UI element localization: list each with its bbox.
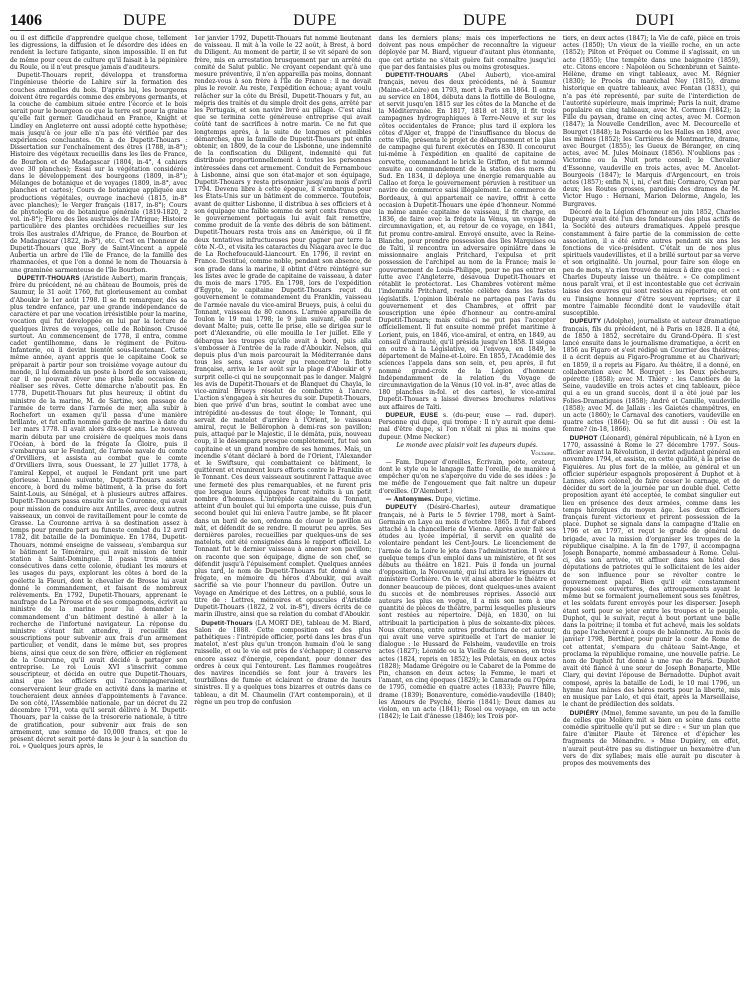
entry-headword: DUPEUTY bbox=[385, 504, 417, 512]
entry-body: (Aristide Aubert), marin français, frère du précédent, né au château de Boumois, près de Saumur, le 31 août 1760, fut glorieusement au combat d'Aboukir le 1er août 1798. Il se fit remarquer, dès sa plus tendre enfance, par une grande indépendance de caractère et par une vocation irrésistible pour la marine, vocation qui fut développée en lui par la lecture de quelques livres de voyages, celle de Robinson Crusoé surtout. Au commencement de 1778, il entra, comme cadet gentilhomme, dans le régiment de Poitou-Infanterie, où il devint bientôt sous-lieutenant. Cette même année, ayant appris que le capitaine Cook se préparait à partir pour son troisième voyage autour du monde, il lui demanda un poste à bord de son vaisseau, car il ne pouvait rêver une plus belle occasion de réaliser ses rêves. Cette démarche n'aboutit pas. En 1778, Dupetit-Thouars fut plus heureux; il obtint du ministre de la marine, M. de Sartine, son passage de l'armée de terre dans l'armée de mer, alla subir à Rochefort un examen qu'il passa d'une manière brillante, et fut enfin nommé garde de marine à date du 1er mars 1778. Il avait alors dix-sept ans. Le nouveau marin débuta par une croisière de quelques mois dans l'Océan, à bord de la frégate la Gloire, puis il s'embarqua sur le Fendant, de l'armée navale du comte d'Orvilliers, et assista au combat que le comte d'Orvilliers livra, sous Ouessant, le 27 juillet 1778, à l'amiral Keppel, et auquel le Fendant prit une part glorieuse. L'année suivante, Dupetit-Thouars assista encore, à bord du même bâtiment, à la prise du fort Saint-Louis, au Sénégal, et à plusieurs autres affaires. Dupetit-Thouars passa ensuite sur la Couronne, qui avait pour mission de conduire aux Antilles, avec deux autres vaisseaux, un convoi de ravitaillement pour le comte de Grasse. La Couronne arriva à sa destination assez à temps pour prendre part au funeste combat du 12 avril 1782, dit bataille de la Dominique. En 1784, Dupetit-Thouars, nommé enseigne de vaisseau, s'embarqua sur le bâtiment le Téméraire, qui avait mission de tenir station à Saint-Domingue. Il passa trois années consécutives dans cette colonie, étudiant les mœurs et les usages du pays, explorant les côtes à bord de la goélette la Fleuri, dont le chevalier de Brosse lui avait donné le commandement, et faisant de nombreux relèvements. En 1792, Dupetit-Thouars, apprenant le naufrage de La Pérouse et de ses compagnons, écrivit au ministre de la marine pour lui demander le commandement d'un bâtiment destiné à aller à la recherche de l'infortuné navigateur. La réponse du ministre s'étant fait attendre, il recueillit des souscriptions pour subvenir aux frais d'un armement particulier, et vendit, dans le même but, ses propres biens, ainsi que ceux de son frère, officier en réglement de la Couronne, qu'il avait décidé à partager son entreprise. Le roi Louis XVI s'inscrivit comme souscripteur, et décida en outre que Dupetit-Thouars, ainsi que les officiers qui l'accompagneraient, conserveraient leur grade en activité dans la marine et toucheraient deux années d'appointements à l'avance. De son côté, l'Assemblée nationale, par un décret du 22 décembre 1791, vota qu'il serait délivré à M. Dupetit-Thouars, par la caisse de la trésorerie nationale, à titre de gratification, pour subvenir aux frais de son armement, une somme de 10,000 francs, et que le présent décret serait porté dans le jour à la sanction du roi. » Quelques jours après, le bbox=[10, 275, 188, 751]
page-number: 1406 bbox=[10, 12, 42, 29]
dictionary-entry bbox=[563, 710, 740, 768]
dictionary-entry bbox=[563, 318, 740, 433]
entry-headword: DUPETIT-THOUARS bbox=[385, 72, 449, 80]
dictionary-entry bbox=[379, 504, 556, 720]
text-paragraph: ou il est difficile d'apprendre quelque chose, tellement les digressions, la diffusion et le désordre des idées en rendent la lecture fatigante, sinon impossible. Il en fut de même pour ceux de culture qu'il faisait à la pépinière du Roule, ou il n'eut presque jamais d'auditeurs. bbox=[10, 35, 188, 71]
quotation: Le monde avec plaisir voit les dupeurs dupés. bbox=[396, 441, 538, 449]
entry-headword: DUPIÉRY bbox=[569, 709, 599, 717]
entry-headword: DUPEUTY bbox=[569, 318, 602, 326]
text-paragraph: tiers, en deux actes (1847); la Vie de café, pièce en trois actes (1850); Un vieux de la vieille roche, en un acte (1852); Pilton et Fréquet ou Comme il s'agissait, en un acte (1855); Une tempête dans une baignoire (1859), etc. Citons encore : Napoléon ou Schœnbrunn et Sainte-Hélène, drame en vingt tableaux, avec M. Régnier (1830); le Procès du maréchal Ney (1815), drame historique en quatre tableaux, avec Fontan (1831), qui n'a pas été représenté, par suite de l'interdiction de l'autorité supérieure, mais imprimé; Paris la nuit, drame populaire en cinq tableaux, avec M. Cormon (1842); la Fille du paysan, drame en cinq actes, avec M. Cormon (1847); la Nouvelle Cendrillon, avec M. Decourcelle et Bourget (1848); la Poissarde ou les Halles en 1804, avec les mêmes (1852); les Carrières de Montmartre, drame, avec Bourget (1855); les Gueux de Béranger, en cinq actes, avec M. Jules Moinaux (1856). N'oublions pas : Victorine ou la Nuit porte conseil; le Chevalier d'Essonne, vaudeville en trois actes, avec M. Ancelot-Bourgeois (1847); le Marquis d'Argencourt, en trois actes (1857); enfin N, i, ni, c'est fini; Cormaro, Cyran par deux; les Routes grosses, parodies des drames de M. Victor Hugo : Hernani, Marion Delorme, Angelo, les Burgraves. bbox=[562, 35, 740, 208]
entry-body: (Adolphe), journaliste et auteur dramatique français, fils du précédent, né à Paris en 1828. Il a été, de 1850 à 1852, secrétaire du Grand-Opéra. Il s'est lancé ensuite dans le journalisme dramatique, a écrit en 1856 au Figaro et s'est rédigé un Courrier des théâtres; il a écrit depuis au Figaro-Programme et au Charivari; en 1859, il a repris au Figaro. Au théâtre, il a donné, en collaboration avec M. Bourget : les Deux pêcheurs, opérette (1858); avec M. Thiéry : les Canotiers de la Seine, vaudeville en trois actes et cinq tableaux, pièce qui a eu un grand succès, dont il a été joué par les Folies-Dramatiques (1858); André et Camille, vaudeville (1858); avec M. de Jallais : les Gaietés champêtres, en un acte (1860); le Carnaval des canotiers, vaudeville en quatre actes (1864); Où se fut dit aussi : Où est la femme? (in-18, 1866). bbox=[562, 318, 740, 434]
text-column bbox=[563, 35, 740, 1001]
text-column bbox=[10, 35, 187, 1001]
entry-body: (Désiré-Charles), auteur dramatique français, né à Paris le 5 février 1798, mort à Saint-Germain en Laye au mois d'octobre 1865. Il fut d'abord attaché à la chancellerie de Vienne. Après avoir fait ses études au lycée impérial, il servit en qualité de volontaire pendant les Cent-Jours. Le licenciement de l'armée de la Loire le jeta dans l'administration. Il vécut quelque temps d'un emploi dans un ministère, et fit ses débuts au théâtre en 1821. Puis il fonda un journal d'opposition, la Nouveauté, qui lui attira les rigueurs du ministère Corbière. On le vit ainsi aborder le théâtre et donner beaucoup de pièces, dont quelques-unes avaient du succès et de nombreuses reprises. Associé aux auteurs les plus en vogue, il a mis son nom à une quantité de pièces de théâtre, parmi lesquelles plusieurs sont restées au répertoire. Déjà, en 1830, on lui attribuait la participation à plus de soixante-dix pièces. Nous citerons, entre autres productions de cet auteur, qui avait une verve spirituelle et l'art de manier le dialogue : le Hussard de Felsheim, vaudeville en trois actes (1827); Léonide ou la Vieille de Suresnes, en trois actes (1824, repris en 1852); les Poletais, en deux actes (1828); Madame Grégoire ou le Cabaret de la Pomme de Pin, chanson en deux actes; la Femme, le mari et l'amant, en cinq époques (1829); le Camarade ou l'Opéra de 1795, comédie en quatre actes (1833); Pauvre fille, drame (1839); Bonaventure, comédie-vaudeville (1840); les Amours de Psyché, féerie (1841); Deux dames au violon, en un acte (1841); Rosel ou voyage, en un acte (1842); le Lait d'ânesse (1846); les Trois por- bbox=[378, 504, 556, 721]
entry-body: s. (du-peur, euse — rad. duper). Personne qui dupe, qui trompe : Il n'y aurait que demi-mal d'être dupe, si l'on n'était ni plus ni moins que dupeur. (Mme Necker.) bbox=[378, 411, 556, 441]
text-column bbox=[379, 35, 556, 1001]
running-head bbox=[10, 6, 740, 31]
entry-body: (Abel Aubert), vice-amiral français, neveu des deux précédents, né à Saumur (Maine-et-Loire) en 1793, mort à Paris en 1864. Il entra au service en 1804, débuta dans la flottille de Boulogne, et servit jusqu'en 1815 sur les côtes de la Manche et de la Méditerranée. En 1817, 1818 et 1819, il fit trois campagnes hydrographiques à Terre-Neuve et sur les côtes occidentales de France; plus tard il explora les côtes d'Alger et, frappé de l'insuffisance du blocus de cette ville, présenta le projet de débarquement et le plan de campagne qui furent exécutés en 1830. Il concourut lui-même à l'expédition en qualité de capitaine de corvette, commandant le brick le Griffon, et fut nommé ensuite au commandement de la station des mers du Sud. En 1834, il déploya une énergie remarquable au Callao et força le gouvernement péruvien à restituer un navire de commerce saisi illégalement. Le commerce de Bordeaux, à qui appartenait ce navire, offrit à cette occasion à Dupetit-Thouars une épée d'honneur. Nommé la même année capitaine de vaisseau, il fit charge, en 1836, de faire avec la frégate la Vénus, un voyage de circumnavigation, et, au retour de ce voyage, en 1841, fut promu contre-amiral. Envoyé ensuite, avec la Reine-Blanche, pour prendre possession des îles Marquises ou de Taïti, il rencontra un adversaire opiniâtre dans le missionnaire anglais Pritchard, l'expulsa et prit possession de l'archipel au nom de la France; mais le gouvernement de Louis-Philippe, pour ne pas entrer en lutte avec l'Angleterre, désavoua Dupetit-Thouars et rétablit le protectorat. Les Chambres votèrent même l'indemnité Pritchard, restée célèbre dans les fastes législatifs. L'opinion libérale ne partagea pas l'avis du gouvernement et des Chambres, et offrit par souscription une épée d'honneur au contre-amiral Dupetit-Thouars; mais celui-ci ne put pas l'accepter officiellement. Il fut ensuite nommé préfet maritime à Lorient, puis, en 1846, vice-amiral, et entra, en 1849, au conseil d'amirauté, qu'il présida jusqu'en 1858. Il siégea en outre à la Législative, où l'envoya, en 1849, le département de Maine-et-Loire. En 1855, l'Académie des sciences l'appela dans son sein, et, peu après, il fut nommé grand-croix de la Légion d'honneur. Indépendamment de la relation du Voyage de circumnavigation de la Vénus (10 vol. in-8°, avec atlas de 180 planches in-fol. et des cartes), le vice-amiral Dupetit-Thouars a laissé diverses brochures relatives aux affaires de Taïti. bbox=[378, 72, 556, 411]
entry-body: (LA MORT DE), tableau de M. Biard, Salon de 1888. Cette composition est des plus pathétiques : l'intrépide officier, porté dans les bras d'un matelot, n'est plus qu'un tronçon humain d'où le sang ruisselle, et ou le vie est près de s'échapper; il conserve encore assez d'énergie, cependant, pour donner des ordres à ceux qui l'entourent. Les flammes rougeâtres des navires incendiés se font jour à travers les tourbillons de fumée et éclairent ce drame de lueurs sinistres. Il y a quelques tons bizarres et outrés dans ce tableau, a dit M. Chaumelin (l'Art contemporain), et il règne un peu trop de confusion bbox=[194, 619, 372, 706]
entry-body: (Léonard), général républicain, né à Lyon en 1770, assassiné à Rome le 27 décembre 1797. Sous-officier avant la Révolution, il devint adjudant général en novembre 1794, et assista, en cette qualité, à la prise de Figuières. Au plus fort de la mêlée, au général et un officier supérieur espagnols proposèrent à Duphot et à Lannes, alors colonel, de faire cesser le carnage, et de décider du sort de la journée par un double duel. Cette proposition ayant été acceptée, le combat singulier eut lieu en présence des deux armées, comme dans les temps héroïques du moyen âge. Les deux officiers français furent victorieux et prirent possession de la place. Duphot se signala dans la campagne d'Italie en 1796 et en 1797, et reçut le grade de général de brigade, avec la mission d'organiser les troupes de la république cisalpine. A la fin de 1797, il accompagna Joseph Bonaparte, nommé ambassadeur à Rome. Celui-ci, dès son arrivée, vit affluer dans son hôtel des députations de patriotes qui le sollicitaient de les aider de son influence pour se révolter contre le gouvernement papal. Bien qu'il eût constamment repoussé ces ouvertures, des attroupements ayant le même but se formaient journellement sous ses fenêtres, et les soldats furent envoyés pour les disperser. Joseph étant sorti pour se jeter entre les troupes et le peuple, Duphot, qui le suivait, reçut à bout portant une balle dans la poitrine; il tomba et fut achevé, mais les soldats du pape l'achevèrent à coups de baïonnette. Au mois de janvier 1798, Berthier, pour punir la cour de Rome de cet attentat, s'empara du château Saint-Ange, et proclama la république romaine, une nouvelle patrie. Le nom de Duphot fut donné à une rue de Paris. Duphot avait été fiancé à une sœur de Joseph Bonaparte, Mlle Clary, qui devint l'épouse de Bernadotte. Duphot avait composé, après la bataille de Lodi, le 10 mai 1796, un hymne Aux mânes des héros morts pour la liberté, mis en musique par Lalo, et qui était, après la Marseillaise, le chant de prédilection des soldats. bbox=[562, 434, 740, 709]
entry-headword: Dupetit-Thouars bbox=[201, 619, 253, 627]
text-paragraph: dans les derniers plans; mais ces imperfections ne doivent pas nous empêcher de reconnaître la vigueur déployée par M. Biard, vigueur d'autant plus étonnante, que cet artiste ne s'était guère fait connaître jusqu'ici que par des fantaisies plus ou moins grotesques. bbox=[378, 35, 556, 71]
dictionary-entry bbox=[379, 412, 556, 441]
text-column bbox=[194, 35, 371, 1001]
running-head-word: DUPE bbox=[293, 12, 337, 29]
antonyms-text: Dupe, victime. bbox=[435, 495, 481, 503]
dictionary-entry bbox=[563, 435, 740, 709]
entry-headword: DUPETIT-THOUARS bbox=[17, 275, 80, 283]
quotation-author: Voltaire. bbox=[530, 450, 556, 458]
text-paragraph: Dupetit-Thouars reprit, développa et transforma l'ingénieuse théorie de Lahire sur la formation des couches annuelles du bois. D'après lui, les bourgeons doivent être regardés comme des embryons germants, et la couche de cambium située entre l'écorce et le bois serait pour le bourgeon ce que la terre est pour la graine qu'elle fait germer. Gaudichaud en France, Knight et Lindley en Angleterre ont aussi adopté cette hypothèse; mais jusqu'à ce jour elle n'a pas été vérifiée par des expériences concluantes. On a de Dupetit-Thouars : Dissertation sur l'enchaînement des êtres (1788, in-8°); Histoire des végétaux recueillis dans les îles de France, de Bourbon et de Madagascar (1804, in-4°, 4 cahiers avec 30 planches); Essai sur la végétation considérée dans le développement des bourgeons (1809, in-8°); Mélanges de botanique et de voyages (1809, in-8°, avec planches et cartes); Cours de botanique appliquée aux productions végétales, ouvrage inachevé (1815, in-8° avec planches); le Verger français (1817, in-8°); Cours de phytologie ou de botanique générale (1819-1820, 2 vol. in-8°); Flore des îles australes de l'Afrique; Histoire particulière des plantes orchidées recueillies sur les trois îles australes d'Afrique, de France, de Bourbon et de Madagascar (1822, in-8°), etc. C'est en l'honneur de Dupetit-Thouars que Bory de Saint-Vincent a appelé Aubertia un arbre de l'île de France, de la famille des rhamnacées, et que l'on a donné le nom de Thouarsia à une graminée sarmenteuse de l'île Bourbon. bbox=[10, 72, 188, 274]
running-head-word: DUPE bbox=[463, 12, 507, 29]
antonyms-label: — Antonymes. bbox=[385, 495, 434, 503]
entry-headword: DUPEUR, EUSE bbox=[385, 411, 439, 419]
text-paragraph: 1er janvier 1792, Dupetit-Thouars fut nommé lieutenant de vaisseau. Il mit à la voile le 22 août, à Brest, à bord du Diligent. Au moment de partir, il se vit séparé de son frère, mis en arrestation brusquement par un arrêté du comité de Salut public. Ne croyant cependant qu'à une mesure préventive, il n'en appareilla pas moins, donnant rendez-vous à son frère à l'île de France : il ne devait plus le revoir. Au reste, l'expédition échoua; ayant voulu relâcher sur la côte du Brésil, Dupetit-Thouars y fut, au mépris des traités et du simple droit des gens, arrêté par les Portugais, et son navire livré au pillage. C'est ainsi que se termina cette généreuse entreprise qui avait coûté tant de sacrifices à notre marin. Ce ne fut que longtemps après, à la suite de longues et pénibles démarches, que la famille de Dupetit-Thouars put enfin obtenir, en 1809, de la cour de Lisbonne, une indemnité de la confiscation du Diligent, indemnité qui fut distribuée proportionnellement à toutes les personnes intéressées dans cet armement. Conduit de Fernambouc à Lisbonne, ainsi que son état-major et son équipage, Dupetit-Thouars y resta prisonnier jusqu'au mois d'avril 1794. Devenu libre à cette époque, il s'embarqua pour les États-Unis sur un bâtiment de commerce. Toutefois, avant de quitter Lisbonne, il distribua à ses officiers et à son équipage une faible somme de sept cents francs que le gouvernement portugais lui avait fait remettre, comme produit de la vente des débris de son bâtiment. Dupetit-Thouars resta trois ans en Amérique, où il fit deux tentatives infructueuses pour gagner par terre la côte N.-O., et visita les cataractes du Niagara avec le duc de La Rochefoucauld-Liancourt. En 1796, il revint en France. Destitué, comme noble, pendant son absence, de son grade dans la marine, il obtint d'être réintégré sur les listes avec le grade de capitaine de vaisseau, à dater du mois de mars 1795. En 1798, lors de l'expédition d'Égypte, le capitaine Dupetit-Thouars reçut du gouvernement le commandement du Franklin, vaisseau de l'armée navale du vice-amiral Brueys, puis, à celui du Tonnant, vaisseau de 80 canons. L'armée appareilla de Toulon le 19 mai 1798; le 9 juin suivant, elle parut devant Malte; puis, cette île prise, elle se dirigea sur le port d'Alexandrie, où elle mouilla le 1er juillet. Elle y débarqua les troupes qu'elle avait à bord, puis alla s'embosser à l'entrée de la rade d'Aboukir. Nelson, qui depuis plus d'un mois parcourait la Méditerranée dans tous les sens, sans avoir pu rencontrer la flotte française, arriva le 1er août sur la plage d'Aboukir et y surprit celle-ci qui ne soupçonnait pas le danger. Malgré les avis de Dupetit-Thouars et de Blanquet du Chayla, le vice-amiral Brueys résolut de combattre à l'ancre. L'action s'engagea à six heures du soir. Dupetit-Thouars, bien que privé d'un bras, soutint le combat avec une intrépidité au-dessus de tout éloge; le Tonnant, qui servait de matelot d'arrière à l'Orient, le vaisseau amiral, reçut le Bellérophon à demi-ras son pavillon; puis, attaqué par le Majestic, il le démâta, puis, nouveau coup, il le désempara presque complètement, fut tué son capitaine et un grand nombre de ses hommes. Mais, un incendie s'étant déclaré à bord de l'Orient, l'Alexander et le Swiftsure, qui combattaient ce bâtiment, le quittèrent et réunirent leurs efforts contre le Franklin et le Tonnant. Ces deux vaisseaux soutinrent l'attaque avec une fermeté des plus remarquables, et ne furent pris que lorsque leurs équipages furent réduits à un petit nombre d'hommes. L'intrépide capitaine du Tonnant, atteint d'un boulet qui lui emporta une cuisse, puis d'un second boulet qui lui enleva l'autre jambe, se fit placer dans un baril de son, ordonna de clouer le pavillon au mât, et défendit de se rendre. Il mourut peu après. Ses dernières paroles, recueillies par quelques-uns de ses matelots, ont été consignées dans le rapport officiel. Le Tonnant fut le dernier vaisseau à amener son pavillon; on raconte que son équipage, digne de son chef, se défendit jusqu'à l'épuisement complet. Quelques années plus tard, le nom de Dupetit-Thouars fut donné à une frégate, en mémoire du héros d'Aboukir, qui avait sacrifié sa vie pour l'honneur du pavillon. Outre un Voyage en Amérique et des Lettres, on a publié, sous le titre de : Lettres, mémoires et opuscules d'Aristide Dupetit-Thouars (1822, 2 vol. in-8°), divers écrits de ce marin illustre, ainsi que sa relation du combat d'Aboukir. bbox=[194, 35, 372, 619]
text-columns bbox=[10, 31, 740, 1001]
entry-body: (Mme), femme savante, un peu de la famille de celles que Molière mit si bien en scène dans cette comédie spirituelle qu'il put se dire : « Sur un plan que faire d'imiter Plaute et Térence et d'épicher les fragments de Ménandre. » Mme Dupiéry, en effet, n'aurait peut-être pas su distinguer un hexamètre d'un vers de dix syllabes; mais elle aurait pu discuter à propos des mouvements des bbox=[562, 709, 740, 768]
dictionary-entry bbox=[194, 620, 371, 706]
entry-headword: DUPHOT bbox=[569, 434, 598, 442]
running-head-word: DUPE bbox=[123, 12, 167, 29]
dictionary-entry bbox=[379, 72, 556, 411]
running-head-word: DUPI bbox=[635, 12, 675, 29]
text-paragraph: Décoré de la Légion d'honneur en juin 1852, Charles Dupeuty avait été l'un des fondateurs des plus actifs de la Société des auteurs dramatiques. Appelé presque constamment à faire partie de la commission de cette association, il a été entre autres pendant six ans les fonctions de vice-président. C'était un de nos plus spirituels vaudevillistes, et il a brillé surtout par sa verve et son originalité. Un journal, pour faire son éloge en peu de mots, n'a rien trouvé de mieux à dire que ceci : « Charles Dupeuty laisse un théâtre. » Ce compliment nous paraît vrai, et il est incontestable que cet écrivain laisse des œuvres qui sont restées au répertoire, et ont eu l'insigne honneur d'être souvent reprises; car il montre l'aimable fécondité dont le vaudeville était susceptible. bbox=[562, 209, 740, 317]
text-paragraph: — Fam. Dupeur d'oreilles, Écrivain, poète, orateur, dont le style ou le langage flatte l'oreille, de manière à empêcher qu'on ne s'aperçoive du vide de ses idées : Je me méfie de l'engouement que fait naître un dupeur d'oreilles. (D'Alembert.) bbox=[378, 458, 556, 495]
antonyms-line bbox=[379, 496, 556, 503]
dictionary-entry bbox=[10, 275, 187, 750]
